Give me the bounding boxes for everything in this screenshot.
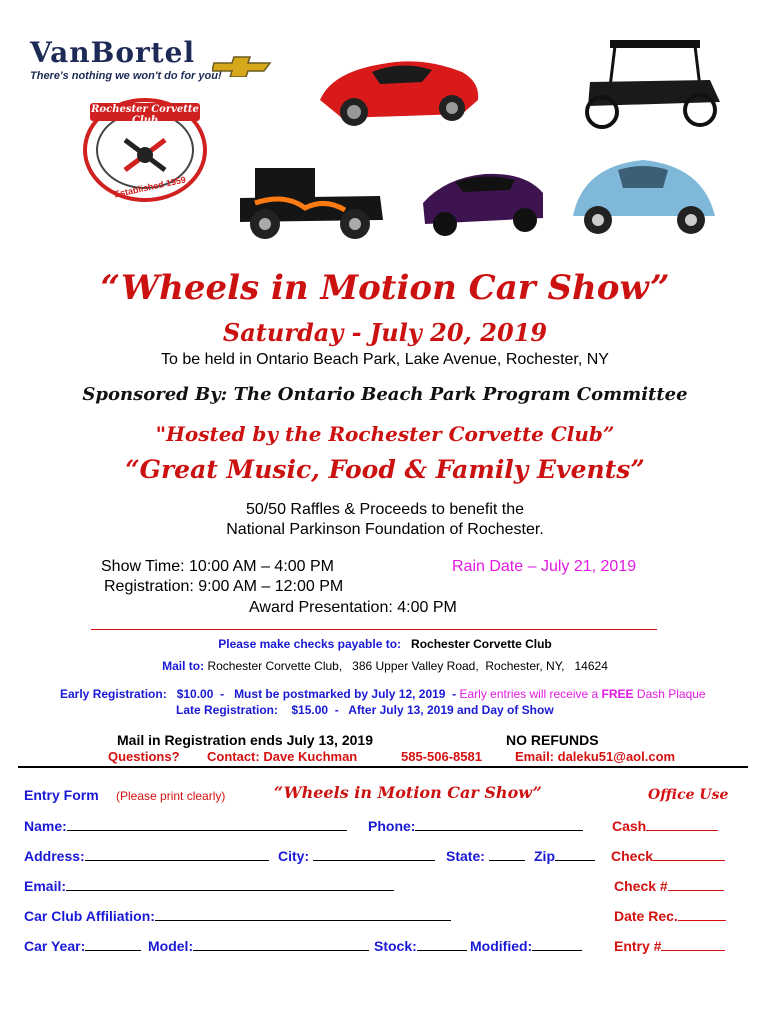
dealer-tagline: There's nothing we won't do for you! bbox=[30, 70, 222, 82]
modified-field[interactable] bbox=[470, 937, 582, 954]
office-check-number-label: Check # bbox=[614, 878, 668, 894]
early-registration-label: Early Registration: $10.00 - Must be postmarked by July 12, 2019 - bbox=[60, 687, 457, 701]
event-location: To be held in Ontario Beach Park, Lake Avenue, Rochester, NY bbox=[161, 351, 609, 368]
car-year-label: Car Year: bbox=[24, 938, 86, 954]
contact-questions: Questions? bbox=[108, 749, 180, 764]
car-club-field[interactable] bbox=[24, 907, 451, 924]
office-date-received-label: Date Rec. bbox=[614, 908, 678, 924]
award-time: Award Presentation: 4:00 PM bbox=[249, 599, 457, 616]
mail-label: Mail to: bbox=[162, 659, 205, 673]
office-date-received[interactable] bbox=[614, 907, 726, 924]
blue-beetle-image bbox=[563, 148, 723, 248]
state-label: State: bbox=[446, 848, 485, 864]
name-label: Name: bbox=[24, 818, 67, 834]
contact-phone: 585-506-8581 bbox=[401, 749, 482, 764]
model-t-car-image bbox=[570, 32, 730, 132]
early-note-post: Dash Plaque bbox=[633, 687, 706, 701]
mail-address: Rochester Corvette Club, 386 Upper Valley Road, Rochester, NY, 14624 bbox=[207, 659, 608, 673]
purple-muscle-car-image bbox=[415, 158, 550, 248]
event-title: “Wheels in Motion Car Show” bbox=[100, 268, 670, 308]
payment-payee: Rochester Corvette Club bbox=[411, 637, 552, 651]
mail-line bbox=[0, 658, 770, 674]
phone-field[interactable] bbox=[368, 817, 583, 834]
contact-name: Contact: Dave Kuchman bbox=[207, 749, 358, 764]
stock-label: Stock: bbox=[374, 938, 417, 954]
form-title: “Wheels in Motion Car Show” bbox=[274, 783, 542, 802]
office-entry-number-label: Entry # bbox=[614, 938, 662, 954]
payment-line bbox=[0, 636, 770, 652]
show-time: Show Time: 10:00 AM – 4:00 PM bbox=[101, 558, 335, 575]
raffle-line-2: National Parkinson Foundation of Rochester. bbox=[226, 521, 544, 538]
phone-label: Phone: bbox=[368, 818, 416, 834]
model-label: Model: bbox=[148, 938, 194, 954]
rain-date: Rain Date – July 21, 2019 bbox=[452, 558, 637, 575]
city-label: City: bbox=[278, 848, 310, 864]
club-logo-established: Established 1959 bbox=[113, 174, 187, 200]
contact-email[interactable]: Email: daleku51@aol.com bbox=[515, 749, 676, 764]
office-check-number[interactable] bbox=[614, 877, 724, 894]
hot-rod-flames-image bbox=[235, 158, 385, 243]
model-field[interactable] bbox=[148, 937, 369, 954]
form-divider bbox=[18, 766, 748, 768]
mail-registration-ends: Mail in Registration ends July 13, 2019 bbox=[117, 732, 373, 748]
no-refunds: NO REFUNDS bbox=[506, 732, 599, 748]
city-field[interactable] bbox=[278, 847, 435, 864]
raffle-line-1: 50/50 Raffles & Proceeds to benefit the bbox=[245, 501, 525, 518]
zip-field[interactable] bbox=[534, 847, 595, 864]
office-entry-number[interactable] bbox=[614, 937, 725, 954]
car-year-field[interactable] bbox=[24, 937, 141, 954]
chevrolet-bowtie-icon bbox=[212, 55, 272, 77]
state-field[interactable] bbox=[446, 847, 525, 864]
early-note-free: FREE bbox=[601, 687, 634, 701]
sponsor-line: Sponsored By: The Ontario Beach Park Program Committee bbox=[82, 384, 688, 405]
late-registration-line: Late Registration: $15.00 - After July 13, 2019 and Day of Show bbox=[176, 703, 554, 717]
events-line: “Great Music, Food & Family Events” bbox=[125, 455, 645, 484]
modified-label: Modified: bbox=[470, 938, 533, 954]
address-label: Address: bbox=[24, 848, 85, 864]
early-registration-line bbox=[60, 686, 706, 702]
registration-time: Registration: 9:00 AM – 12:00 PM bbox=[104, 578, 344, 595]
address-field[interactable] bbox=[24, 847, 269, 864]
club-logo-title: Rochester Corvette Club bbox=[91, 104, 199, 126]
name-field[interactable] bbox=[24, 817, 347, 834]
office-cash[interactable] bbox=[612, 817, 718, 834]
office-check-label: Check bbox=[611, 848, 654, 864]
entry-form-label: Entry Form bbox=[24, 787, 99, 803]
section-divider bbox=[91, 629, 657, 630]
email-field[interactable] bbox=[24, 877, 394, 894]
payment-label: Please make checks payable to: bbox=[218, 637, 402, 651]
office-use-label: Office Use bbox=[648, 787, 729, 803]
office-check[interactable] bbox=[611, 847, 725, 864]
red-corvette-image bbox=[312, 42, 484, 132]
dealer-name: VanBortel bbox=[30, 36, 196, 69]
print-note: (Please print clearly) bbox=[116, 789, 226, 803]
host-line: "Hosted by the Rochester Corvette Club” bbox=[155, 422, 615, 446]
event-date: Saturday - July 20, 2019 bbox=[222, 318, 548, 347]
early-note-pre: Early entries will receive a bbox=[456, 687, 602, 701]
email-label: Email: bbox=[24, 878, 67, 894]
office-cash-label: Cash bbox=[612, 818, 647, 834]
stock-field[interactable] bbox=[374, 937, 467, 954]
zip-label: Zip bbox=[534, 848, 555, 864]
car-club-label: Car Club Affiliation: bbox=[24, 908, 155, 924]
